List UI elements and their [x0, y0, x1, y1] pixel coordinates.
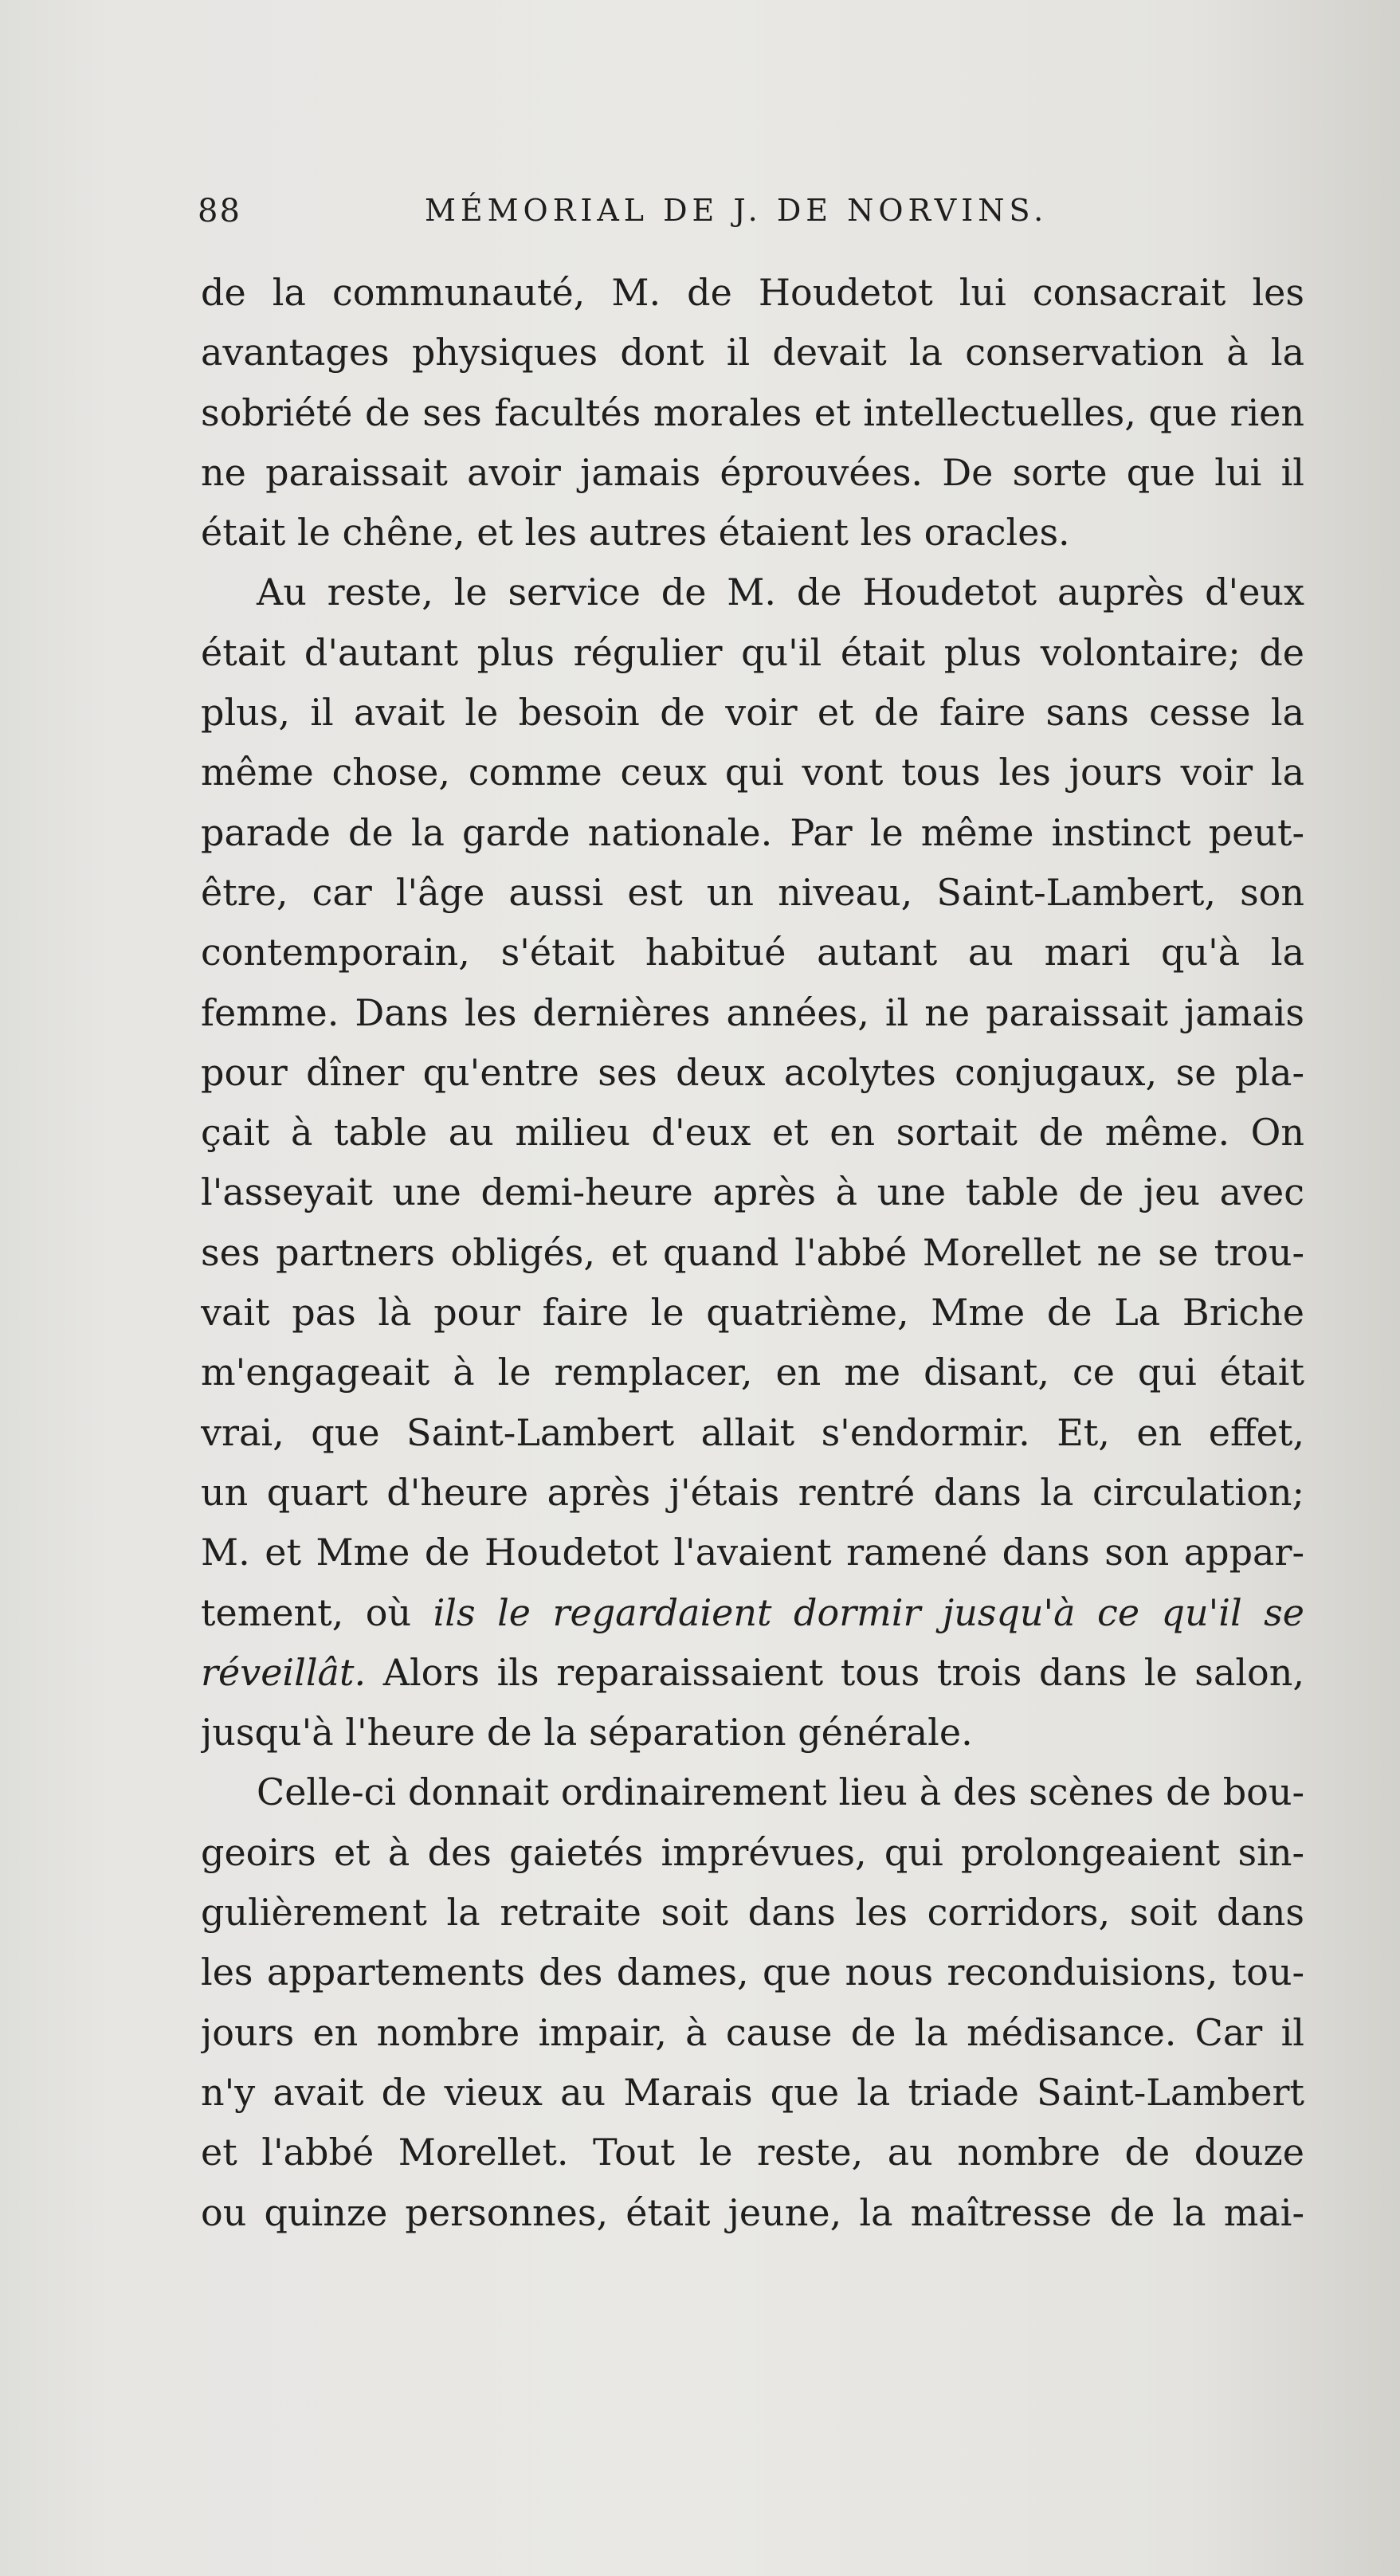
running-head [198, 193, 1313, 241]
text-line-with-italic [201, 1643, 1304, 1703]
text-line: geoirs et à des gaietés imprévues, qui prolongeaient sin- [201, 1830, 1304, 1874]
text-line: m'engageait à le remplacer, en me disant, ce qui était [201, 1351, 1304, 1394]
body-text [201, 263, 1304, 2243]
text-line: femme. Dans les dernières années, il ne paraissait jamais [201, 990, 1304, 1034]
text-line: avantages physiques dont il devait la conservation à la [201, 331, 1304, 374]
text-line: gulièrement la retraite soit dans les corridors, soit dans [201, 1891, 1304, 1935]
text-line: parade de la garde nationale. Par le même instinct peut- [201, 810, 1304, 854]
text-italic: ils le regardaient dormir jusqu'à ce qu'il se [433, 1590, 1304, 1634]
text-line: M. et Mme de Houdetot l'avaient ramené dans son appar- [201, 1531, 1304, 1574]
text-line: çait à table au milieu d'eux et en sortait de même. On [201, 1111, 1304, 1155]
text-italic: réveillât. [201, 1650, 367, 1694]
paragraph-start-line: Au reste, le service de M. de Houdetot auprès d'eux [257, 570, 1304, 614]
text-line: jusqu'à l'heure de la séparation générale. [201, 1711, 973, 1755]
text-line: jours en nombre impair, à cause de la médisance. Car il [201, 2010, 1304, 2054]
text-line: pour dîner qu'entre ses deux acolytes conjugaux, se pla- [201, 1050, 1304, 1094]
text-line: les appartements des dames, que nous reconduisions, tou- [201, 1951, 1304, 1994]
text-line: était le chêne, et les autres étaient les oracles. [201, 511, 1070, 555]
text-line: plus, il avait le besoin de voir et de faire sans cesse la [201, 691, 1304, 735]
text-line: un quart d'heure après j'étais rentré dans la circulation; [201, 1470, 1304, 1514]
paragraph-start-line: Celle-ci donnait ordinairement lieu à des scènes de bou- [257, 1770, 1304, 1814]
text-line: était d'autant plus régulier qu'il était plus volontaire; de [201, 630, 1304, 674]
text-line: sobriété de ses facultés morales et intellectuelles, que rien [201, 390, 1304, 434]
text-line: ses partners obligés, et quand l'abbé Morellet ne se trou- [201, 1230, 1304, 1274]
running-title: MÉMORIAL DE J. DE NORVINS. [425, 193, 1049, 228]
text-line: contemporain, s'était habitué autant au mari qu'à la [201, 931, 1304, 974]
text-line-with-italic [201, 1583, 1304, 1643]
text-roman: tement, où [201, 1590, 433, 1634]
text-line: ou quinze personnes, était jeune, la maîtresse de la mai- [201, 2190, 1304, 2234]
text-line: et l'abbé Morellet. Tout le reste, au nombre de douze [201, 2131, 1304, 2174]
text-line: même chose, comme ceux qui vont tous les jours voir la [201, 751, 1304, 794]
text-line: être, car l'âge aussi est un niveau, Saint-Lambert, son [201, 870, 1304, 914]
text-line: n'y avait de vieux au Marais que la triade Saint-Lambert [201, 2070, 1304, 2114]
text-roman: Alors ils reparaissaient tous trois dans le salon, [366, 1650, 1304, 1694]
text-line: ne paraissait avoir jamais éprouvées. De sorte que lui il [201, 450, 1304, 494]
text-line: vrai, que Saint-Lambert allait s'endormir. Et, en effet, [201, 1410, 1304, 1454]
text-line: vait pas là pour faire le quatrième, Mme de La Briche [201, 1291, 1304, 1335]
text-line: de la communauté, M. de Houdetot lui consacrait les [201, 271, 1304, 314]
page-number: 88 [198, 193, 241, 229]
text-line: l'asseyait une demi-heure après à une table de jeu avec [201, 1170, 1304, 1214]
